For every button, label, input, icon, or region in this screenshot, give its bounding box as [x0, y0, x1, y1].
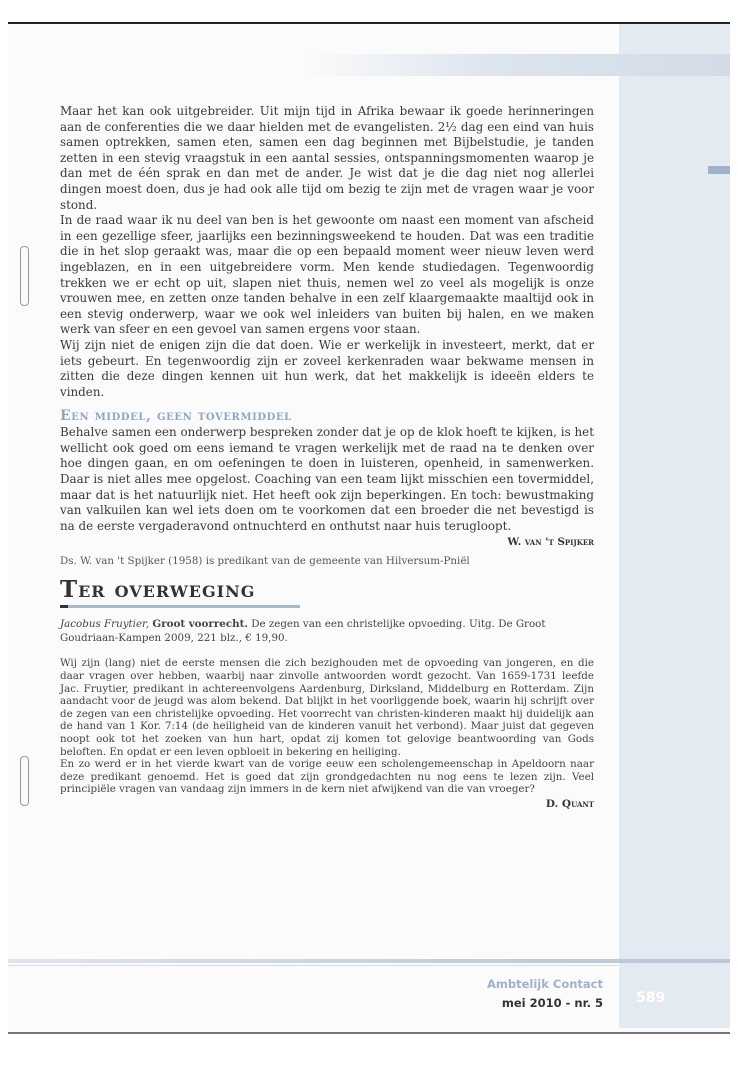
review-heading: Ter overweging: [60, 576, 256, 604]
book-details: De zegen van een christelijke opvoeding. Uitg. De Groot Goudriaan-Kampen 2009, 221 blz., € 19,90.: [60, 618, 546, 644]
review-body: [60, 657, 594, 796]
section-body: [60, 425, 594, 534]
review-paragraph: En zo werd er in het vierde kwart van de vorige eeuw een scholengemeenschap in Apeldoorn naar deze predikant genoemd. Het is goed dat zijn grondgedachten nu nog eens te lezen zijn. Veel principiële vragen van vandaag zijn immers in de kern niet afwijkend van die van vroeger?: [60, 758, 594, 796]
sidebar-band: [619, 24, 730, 1028]
footer-rule: [8, 959, 730, 963]
book-author: Jacobus Fruytier,: [60, 618, 150, 631]
article-paragraph: Wij zijn niet de enigen zijn die dat doen. Wie er werkelijk in investeert, merkt, dat er iets gebeurt. En tegenwoordig zijn er zoveel kerkenraden waar bekwame mensen in zitten die deze dingen kennen uit hun werk, dat het makkelijk is ideeën elders te vinden.: [60, 337, 594, 399]
article-signature: W. van 't Spijker: [507, 536, 594, 549]
magazine-name: Ambtelijk Contact: [487, 977, 603, 991]
paperclip-icon: [20, 756, 29, 806]
article-paragraph: In de raad waar ik nu deel van ben is het gewoonte om naast een moment van afscheid in een gezellige sfeer, jaarlijks een bezinningsweekend te houden. Dat was een traditie die in het slop geraakt was, maar die op een bepaald moment weer nieuw leven werd ingeblazen, en in een uitgebreidere vorm. Men kende studiedagen. Tegenwoordig trekken we er echt op uit, slapen niet thuis, nemen wel zo veel als mogelijk is onze vrouwen mee, en zetten onze tanden behalve in een zelf klaargemaakte maaltijd ook in een stevig onderwerp, waar we ook wel inleiders van buiten bij halen, en we maken werk van sfeer en een gevoel van samen ergens voor staan.: [60, 213, 594, 337]
top-color-band: [300, 54, 730, 76]
section-paragraph: Behalve samen een onderwerp bespreken zonder dat je op de klok hoeft te kijken, is het wellicht ook goed om eens iemand te vragen werkelijk met de raad na te denken over hoe dingen gaan, en om oefeningen te doen in luisteren, openheid, in samenwerken. Daar is niet alles mee opgelost. Coaching van een team lijkt misschien een tovermiddel, maar dat is het natuurlijk niet. Het heeft ook zijn beperkingen. En toch: bewustmaking van valkuilen kan wel iets doen om te voorkomen dat een broeder die net bevestigd is na de eerste vergaderavond ontnuchterd en onthutst naar huis terugloopt.: [60, 425, 594, 533]
review-signature: D. Quant: [545, 797, 594, 810]
heading-underline: [60, 605, 300, 608]
review-paragraph: Wij zijn (lang) niet de eerste mensen die zich bezighouden met de opvoeding van jongeren, en die daar vragen over hebben, waarbij naar zinvolle antwoorden wordt gezocht. Van 1659-1731 leefde Jac. Fruytier, predikant in achtereenvolgens Aardenburg, Dirksland, Middelburg en Rotterdam. Zijn aandacht voor de jeugd was alom bekend. Dat blijkt in het voorliggende boek, waarin hij schrijft over de zegen van een christelijke opvoeding. Het voorrecht van christen-kinderen maakt hij duidelijk aan de hand van 1 Kor. 7:14 (de heiligheid van de kinderen vanuit het verbond). Maar juist dat gegeven noopt ook tot het zoeken van hun hart, opdat zij komen tot gelovige beantwoording van Gods beloften. En opdat er een leven opbloeit in bekering en heiliging.: [60, 657, 594, 758]
book-reference: [60, 618, 594, 645]
section-heading: Een middel, geen tovermiddel: [60, 408, 292, 425]
article-content: [60, 104, 594, 810]
issue-label: mei 2010 - nr. 5: [501, 996, 603, 1010]
article-paragraph: Maar het kan ook uitgebreider. Uit mijn tijd in Afrika bewaar ik goede herinneringen aan de conferenties die we daar hielden met de evangelisten. 2½ dag een eind van huis samen optrekken, samen eten, samen een dag beginnen met Bijbelstudie, je tanden zetten in een stevig vraagstuk in een aantal sessies, ontspanningsmomenten waarop je dan met de één sprak en dan met de ander. Je wist dat je die dag niet nog allerlei dingen moest doen, dus je had ook alle tijd om bezig te zijn met de vragen waar je voor stond.: [60, 104, 594, 212]
article-body: [60, 104, 594, 400]
page-number: 589: [636, 990, 666, 1006]
paperclip-icon: [20, 246, 29, 306]
side-tab-marker: [708, 166, 730, 174]
author-bio: Ds. W. van 't Spijker (1958) is predikant van de gemeente van Hilversum-Pniël: [60, 555, 470, 568]
footer-rule-thin: [8, 965, 618, 966]
book-title: Groot voorrecht.: [152, 618, 248, 631]
